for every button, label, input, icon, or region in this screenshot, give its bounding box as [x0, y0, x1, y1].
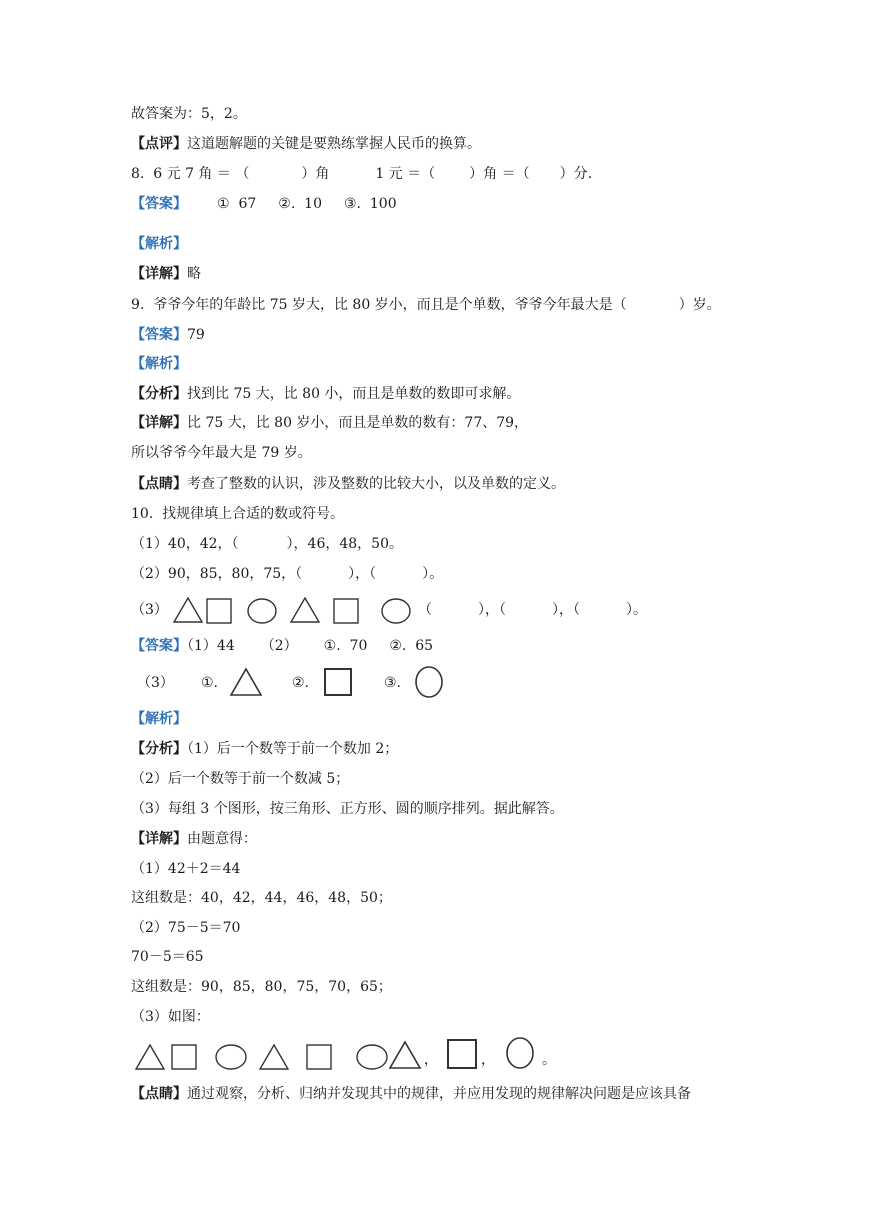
circle-icon [380, 596, 412, 626]
q8-answer-1: ① 67 [217, 196, 257, 212]
q10-detail-1: （1）42＋2＝44 [131, 861, 241, 877]
circle-icon [214, 1042, 248, 1072]
q9-answer-value: 79 [187, 327, 205, 343]
q10-answer-2b: ②. 65 [389, 638, 434, 654]
square-icon [323, 667, 353, 697]
triangle-icon [258, 1043, 290, 1071]
analysis-tag: 【分析】 [131, 386, 187, 402]
q9-detail-2: 所以爷爷今年最大是 79 岁。 [131, 445, 312, 461]
q9-analysis-tag: 【解析】 [131, 356, 187, 372]
q8-answer-2: ②. 10 [278, 196, 322, 212]
answer-tag: 【答案】 [131, 638, 187, 654]
q10-answer [131, 636, 433, 656]
detail-text: 略 [187, 266, 201, 282]
q10-answer-1: （1）44 [187, 638, 235, 654]
answer-tag: 【答案】 [131, 196, 187, 212]
question-9 [131, 295, 721, 315]
q10-answer-3-label: （3） [137, 675, 174, 691]
detail-tag: 【详解】 [131, 415, 187, 431]
q10-part-2: （2）90，85，80，75，（ ），（ ）。 [131, 566, 444, 582]
triangle-icon [172, 596, 204, 624]
q8-part-e: ）分. [559, 166, 593, 182]
detail-tag: 【详解】 [131, 831, 187, 847]
triangle-icon [289, 596, 321, 624]
figure-comma-1: ， [424, 1052, 438, 1068]
detail-tag: 【详解】 [131, 266, 187, 282]
question-10: 10. 找规律填上合适的数或符号。 [131, 506, 345, 522]
q10-detail-6: （3）如图： [131, 1009, 210, 1025]
q9-analysis [131, 384, 520, 404]
comment-tag: 【点睛】 [131, 1086, 187, 1102]
q9-detail [131, 413, 528, 433]
circle-icon [355, 1042, 389, 1072]
review-tag: 【点评】 [131, 136, 187, 152]
q10-analysis-3: （3）每组 3 个图形，按三角形、正方形、圆的顺序排列。据此解答。 [131, 801, 564, 817]
q10-analysis-2: （2）后一个数等于前一个数减 5； [131, 771, 350, 787]
q10-part-1: （1）40，42，（ ），46，48，50。 [131, 536, 403, 552]
answer-tag: 【答案】 [131, 327, 187, 343]
q8-answer [131, 194, 397, 214]
q10-answer-2-label: （2） [260, 638, 298, 654]
q10-detail-4: 70－5＝65 [131, 949, 204, 965]
analysis-tag: 【分析】 [131, 741, 187, 757]
review-line [131, 134, 481, 154]
q9-part-b: ）岁。 [678, 297, 721, 313]
q10-detail-2: 这组数是：40，42，44，46，48，50； [131, 890, 392, 906]
figure-comma-2: ， [481, 1052, 495, 1068]
review-text: 这道题解题的关键是要熟练掌握人民币的换算。 [187, 136, 481, 152]
figure-period: 。 [542, 1052, 556, 1068]
comment-tag: 【点睛】 [131, 476, 187, 492]
q10-answer-3c-label: ③. [384, 675, 402, 691]
question-8 [131, 164, 592, 184]
comment-text: 通过观察，分析、归纳并发现其中的规律，并应用发现的规律解决问题是应该具备 [187, 1086, 691, 1102]
square-icon [170, 1043, 198, 1071]
detail-text: 由题意得： [187, 831, 257, 847]
comment-text: 考查了整数的认识，涉及整数的比较大小，以及单数的定义。 [187, 476, 565, 492]
circle-icon [504, 1036, 536, 1070]
q10-analysis [131, 739, 398, 759]
q10-answer-3b-label: ②. [292, 675, 310, 691]
circle-icon [413, 665, 445, 699]
analysis-text: 找到比 75 大，比 80 小，而且是单数的数即可求解。 [187, 386, 521, 402]
q10-detail-5: 这组数是：90，85，80，75，70，65； [131, 979, 392, 995]
q10-analysis-tag: 【解析】 [131, 711, 187, 727]
q10-part-3-blanks: （ ），（ ），（ ）。 [418, 602, 647, 618]
triangle-icon [229, 667, 263, 697]
q9-part-a: 9. 爷爷今年的年龄比 75 岁大，比 80 岁小，而且是个单数，爷爷今年最大是（ [131, 297, 627, 313]
q8-part-a: 8. 6 元 7 角 ＝ （ [131, 166, 250, 182]
q10-answer-3a-label: ①. [201, 675, 219, 691]
q10-answer-2a: ①. 70 [323, 638, 368, 654]
q8-part-c: 1 元 ＝（ [375, 166, 436, 182]
q10-part-3-label: （3） [131, 602, 168, 618]
square-icon [305, 1043, 333, 1071]
q8-part-d: ）角 ＝（ [469, 166, 530, 182]
square-icon [332, 597, 360, 625]
triangle-icon [388, 1040, 422, 1070]
q9-comment [131, 474, 565, 494]
circle-icon [246, 596, 278, 626]
detail-text: 比 75 大，比 80 岁小，而且是单数的数有：77、79， [187, 415, 529, 431]
analysis-text: （1）后一个数等于前一个数加 2； [187, 741, 399, 757]
q8-part-b: ）角 [301, 166, 330, 182]
square-icon [446, 1038, 478, 1070]
q8-answer-3: ③. 100 [343, 196, 397, 212]
q10-comment [131, 1084, 691, 1104]
q9-answer [131, 325, 205, 345]
q10-detail-3: （2）75－5＝70 [131, 920, 241, 936]
square-icon [205, 597, 233, 625]
q10-detail [131, 829, 257, 849]
q8-analysis-tag: 【解析】 [131, 236, 187, 252]
answer-conclusion: 故答案为：5，2。 [131, 106, 247, 122]
triangle-icon [134, 1043, 166, 1071]
q8-detail [131, 264, 201, 284]
